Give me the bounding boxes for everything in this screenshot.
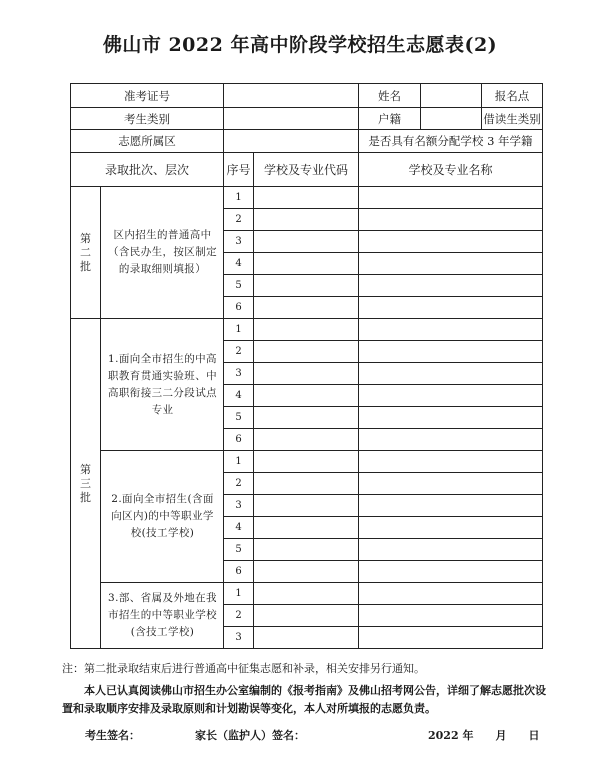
school-name-field[interactable] — [359, 407, 543, 429]
seq-number: 1 — [224, 319, 254, 341]
school-code-field[interactable] — [254, 473, 359, 495]
school-code-field[interactable] — [254, 319, 359, 341]
hukou-label: 户籍 — [359, 108, 421, 130]
batch-column-header: 录取批次、层次 — [71, 153, 224, 187]
school-code-field[interactable] — [254, 517, 359, 539]
parent-signature-label: 家长（监护人）签名： — [195, 729, 305, 742]
district-label: 志愿所属区 — [71, 130, 224, 153]
batch-3-label-text: 第三批 — [80, 462, 91, 504]
school-name-field[interactable] — [359, 495, 543, 517]
school-name-field[interactable] — [359, 429, 543, 451]
school-code-field[interactable] — [254, 407, 359, 429]
school-name-field[interactable] — [359, 275, 543, 297]
note-text: 注：第二批录取结束后进行普通高中征集志愿和补录，相关安排另行通知。 — [62, 662, 425, 675]
school-code-field[interactable] — [254, 561, 359, 583]
exam-no-field[interactable] — [224, 84, 359, 108]
school-name-field[interactable] — [359, 473, 543, 495]
batch-3-label — [71, 319, 101, 649]
seq-number: 1 — [224, 583, 254, 605]
school-code-field[interactable] — [254, 627, 359, 649]
seq-number: 3 — [224, 627, 254, 649]
school-code-field[interactable] — [254, 253, 359, 275]
batch-2-label — [71, 187, 101, 319]
batch-3-group-1-description: 1.面向全市招生的中高职教育贯通实验班、中高职衔接三二分段试点专业 — [101, 319, 224, 451]
school-name-field[interactable] — [359, 341, 543, 363]
seq-number: 5 — [224, 407, 254, 429]
seq-number: 6 — [224, 297, 254, 319]
school-code-field[interactable] — [254, 605, 359, 627]
seq-number: 2 — [224, 209, 254, 231]
student-signature-label: 考生签名： — [85, 729, 140, 742]
seq-number: 5 — [224, 275, 254, 297]
seq-number: 3 — [224, 495, 254, 517]
seq-number: 5 — [224, 539, 254, 561]
seq-number: 4 — [224, 385, 254, 407]
school-name-field[interactable] — [359, 363, 543, 385]
school-code-field[interactable] — [254, 583, 359, 605]
batch-2-label-text: 第二批 — [80, 231, 91, 273]
school-name-field[interactable] — [359, 561, 543, 583]
school-code-field[interactable] — [254, 187, 359, 209]
school-code-field[interactable] — [254, 385, 359, 407]
seq-number: 2 — [224, 341, 254, 363]
school-name-field[interactable] — [359, 451, 543, 473]
school-code-field[interactable] — [254, 429, 359, 451]
quota-label: 是否具有名额分配学校 3 年学籍 — [359, 130, 543, 153]
school-column-header: 学校及专业名称 — [359, 153, 543, 187]
code-column-header: 学校及专业代码 — [254, 153, 359, 187]
batch-2-description: 区内招生的普通高中（含民办生，按区制定的录取细则填报） — [101, 187, 224, 319]
category-label: 考生类别 — [71, 108, 224, 130]
exam-no-label: 准考证号 — [71, 84, 224, 108]
school-code-field[interactable] — [254, 363, 359, 385]
district-field[interactable] — [224, 130, 359, 153]
school-name-field[interactable] — [359, 627, 543, 649]
name-field[interactable] — [421, 84, 482, 108]
name-label: 姓名 — [359, 84, 421, 108]
boarding-label: 借读生类别 — [482, 108, 543, 130]
hukou-field[interactable] — [421, 108, 482, 130]
seq-number: 4 — [224, 253, 254, 275]
school-name-field[interactable] — [359, 209, 543, 231]
form-title: 佛山市 2022 年高中阶段学校招生志愿表(2) — [102, 34, 498, 56]
seq-number: 3 — [224, 231, 254, 253]
reg-point-label: 报名点 — [482, 84, 543, 108]
school-code-field[interactable] — [254, 451, 359, 473]
seq-number: 2 — [224, 473, 254, 495]
school-name-field[interactable] — [359, 539, 543, 561]
school-name-field[interactable] — [359, 297, 543, 319]
table-row — [71, 187, 543, 209]
school-code-field[interactable] — [254, 209, 359, 231]
category-field[interactable] — [224, 108, 359, 130]
school-name-field[interactable] — [359, 253, 543, 275]
seq-number: 1 — [224, 187, 254, 209]
table-row — [71, 451, 543, 473]
school-name-field[interactable] — [359, 319, 543, 341]
school-code-field[interactable] — [254, 495, 359, 517]
seq-number: 6 — [224, 561, 254, 583]
date-label: 2022 年 月 日 — [428, 729, 540, 742]
batch-3-group-3-description: 3.部、省属及外地在我市招生的中等职业学校(含技工学校) — [101, 583, 224, 649]
school-name-field[interactable] — [359, 605, 543, 627]
application-form-table — [70, 83, 543, 649]
seq-number: 4 — [224, 517, 254, 539]
seq-number: 1 — [224, 451, 254, 473]
school-code-field[interactable] — [254, 275, 359, 297]
school-code-field[interactable] — [254, 341, 359, 363]
school-name-field[interactable] — [359, 517, 543, 539]
declaration-text: 本人已认真阅读佛山市招生办公室编制的《报考指南》及佛山招考网公告，详细了解志愿批次设置和录取顺序安排及录取原则和计划勘误等变化，本人对所填报的志愿负责。 — [62, 684, 546, 715]
seq-number: 6 — [224, 429, 254, 451]
school-code-field[interactable] — [254, 231, 359, 253]
seq-column-header: 序号 — [224, 153, 254, 187]
seq-number: 3 — [224, 363, 254, 385]
school-code-field[interactable] — [254, 539, 359, 561]
seq-number: 2 — [224, 605, 254, 627]
table-row — [71, 319, 543, 341]
school-code-field[interactable] — [254, 297, 359, 319]
school-name-field[interactable] — [359, 187, 543, 209]
school-name-field[interactable] — [359, 231, 543, 253]
school-name-field[interactable] — [359, 385, 543, 407]
batch-3-group-2-description: 2.面向全市招生(含面向区内)的中等职业学校(技工学校) — [101, 451, 224, 583]
school-name-field[interactable] — [359, 583, 543, 605]
table-row — [71, 583, 543, 605]
